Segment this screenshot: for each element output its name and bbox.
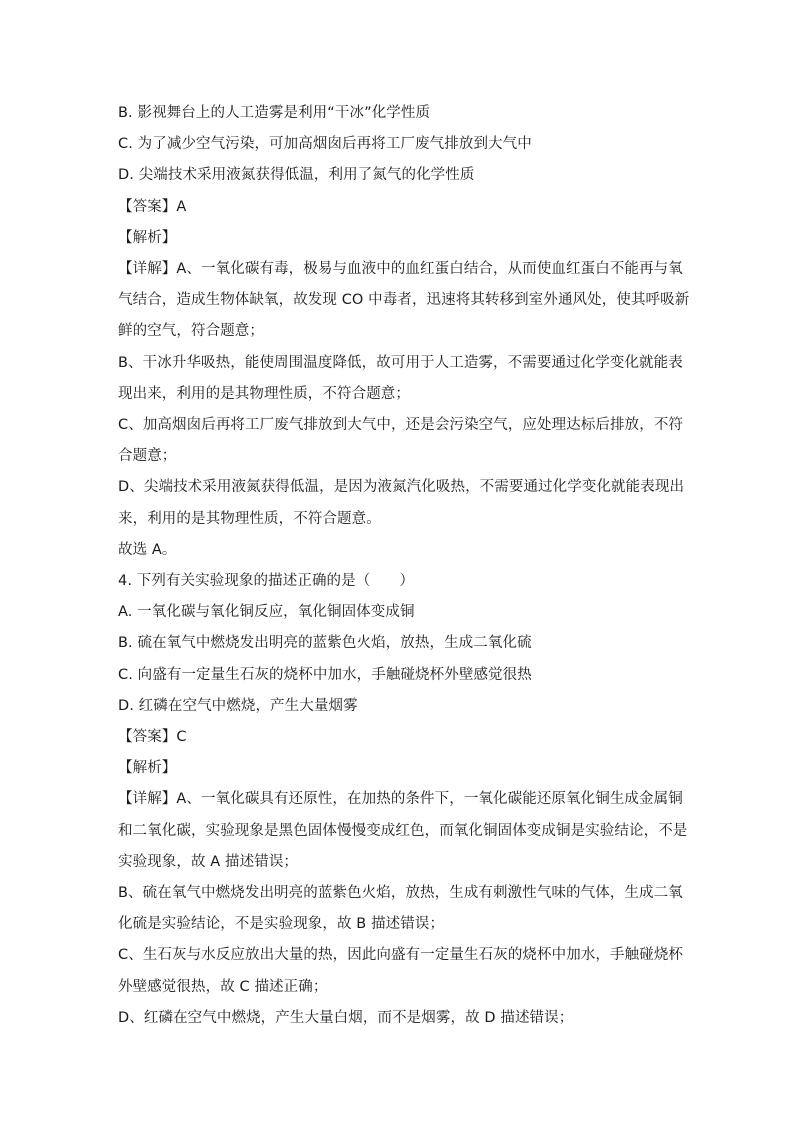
explanation-line: D、尖端技术采用液氮获得低温，是因为液氮汽化吸热，不需要通过化学变化就能表现出 xyxy=(118,479,685,496)
answer-line: 【答案】A xyxy=(118,198,187,215)
analysis-heading: 【解析】 xyxy=(118,760,177,777)
option-a-line: A. 一氧化碳与氧化铜反应，氧化铜固体变成铜 xyxy=(118,604,415,621)
explanation-line: 化硫是实验结论，不是实验现象，故 B 描述错误； xyxy=(118,916,445,933)
option-b-line: B. 影视舞台上的人工造雾是利用“干冰”化学性质 xyxy=(118,105,431,121)
explanation-line: B、干冰升华吸热，能使周围温度降低，故可用于人工造雾，不需要通过化学变化就能表 xyxy=(118,354,683,371)
option-c-line: C. 为了减少空气污染，可加高烟囱后再将工厂废气排放到大气中 xyxy=(118,136,532,153)
explanation-line: C、生石灰与水反应放出大量的热，因此向盛有一定量生石灰的烧杯中加水，手触碰烧杯 xyxy=(118,947,684,964)
option-b-line: B. 硫在氧气中燃烧发出明亮的蓝紫色火焰，放热，生成二氧化硫 xyxy=(118,635,532,652)
document-body xyxy=(118,98,690,1034)
question-4-stem: 4. 下列有关实验现象的描述正确的是（ ） xyxy=(118,573,415,590)
choice-line: 故选 A。 xyxy=(118,541,177,558)
explanation-line: 来，利用的是其物理性质，不符合题意。 xyxy=(118,510,381,527)
option-d-line: D. 尖端技术采用液氮获得低温，利用了氮气的化学性质 xyxy=(118,167,475,184)
explanation-line: 气结合，造成生物体缺氧，故发现 CO 中毒者，迅速将其转移到室外通风处，使其呼吸新 xyxy=(118,292,690,309)
explanation-line: 外壁感觉很热，故 C 描述正确； xyxy=(118,978,328,995)
explanation-line: 【详解】A、一氧化碳具有还原性，在加热的条件下，一氧化碳能还原氧化铜生成金属铜 xyxy=(118,791,683,808)
explanation-line: C、加高烟囱后再将工厂废气排放到大气中，还是会污染空气，应处理达标后排放，不符 xyxy=(118,417,684,434)
explanation-line: 鲜的空气，符合题意； xyxy=(118,323,264,340)
explanation-line: 和二氧化碳，实验现象是黑色固体慢慢变成红色，而氧化铜固体变成铜是实验结论，不是 xyxy=(118,822,688,839)
explanation-line: 实验现象，故 A 描述错误； xyxy=(118,853,299,870)
answer-line: 【答案】C xyxy=(118,729,187,746)
explanation-line: B、硫在氧气中燃烧发出明亮的蓝紫色火焰，放热，生成有刺激性气味的气体，生成二氧 xyxy=(118,885,683,902)
explanation-line: D、红磷在空气中燃烧，产生大量白烟，而不是烟雾，故 D 描述错误； xyxy=(118,1009,574,1026)
explanation-line: 现出来，利用的是其物理性质，不符合题意； xyxy=(118,385,410,402)
analysis-heading: 【解析】 xyxy=(118,229,177,246)
option-d-line: D. 红磷在空气中燃烧，产生大量烟雾 xyxy=(118,697,358,714)
explanation-line: 【详解】A、一氧化碳有毒，极易与血液中的血红蛋白结合，从而使血红蛋白不能再与氧 xyxy=(118,261,683,278)
explanation-line: 合题意； xyxy=(118,448,177,465)
option-c-line: C. 向盛有一定量生石灰的烧杯中加水，手触碰烧杯外壁感觉很热 xyxy=(118,666,532,683)
